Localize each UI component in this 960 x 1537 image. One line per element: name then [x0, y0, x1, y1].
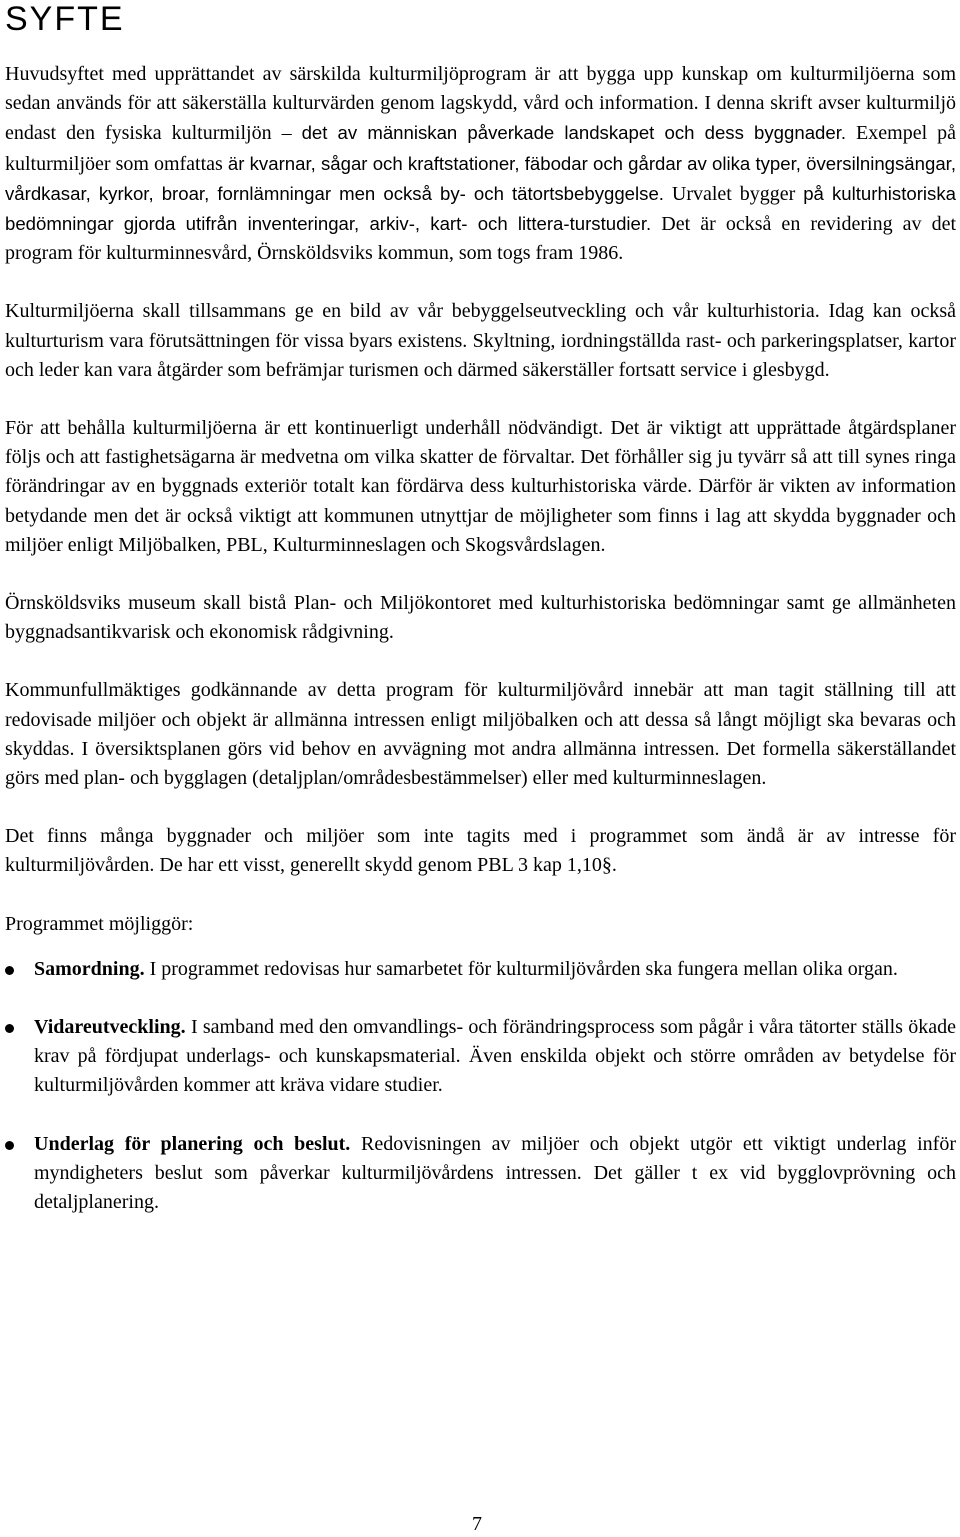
list-item-text: I samband med den omvandlings- och förändringsprocess som pågår i våra tätorter ställs ökade krav på fördjupat underlags- och kunskapsmaterial. Även enskilda objekt och större områden av betydelse för kulturmiljövården kommer att kräva vidare studier.: [34, 1016, 956, 1097]
bullet-icon: [5, 1141, 14, 1150]
list-item: [5, 1130, 956, 1218]
em-dash: –: [271, 122, 302, 145]
paragraph-council-approval: Kommunfullmäktiges godkännande av detta program för kulturmiljövård innebär att man tagit ställning till att redovisade miljöer och objekt är allmänna intressen enligt miljöbalken och att dessa så långt möjligt ska bevaras och skyddas. I översiktsplanen görs vid behov en avvägning mot andra allmänna intressen. Det formella säkerställandet görs med plan- och bygglagen (detaljplan/områdesbestämmelser) eller med kulturminneslagen.: [5, 679, 956, 790]
body-text: [5, 60, 956, 1246]
list-item-heading: Underlag för planering och beslut.: [34, 1132, 351, 1155]
list-item-text: I programmet redovisas hur samarbetet för kulturmiljövården ska fungera mellan olika organ.: [144, 957, 898, 980]
para-serif-part: Exempel på kulturmiljöer som omfattas: [5, 122, 956, 175]
para-sans-part: det av människan påverkade landskapet och dess byggnader.: [301, 122, 847, 144]
paragraph-other-buildings: Det finns många byggnader och miljöer som inte tagits med i programmet som ändå är av intresse för kulturmiljövården. De har ett visst, generellt skydd genom PBL 3 kap 1,10§.: [5, 825, 956, 877]
list-item-heading: Samordning.: [34, 957, 145, 980]
para-serif-part: Det är också en revidering av det program för kulturminnesvård, Örnsköldsviks kommun, som togs fram 1986.: [5, 213, 956, 265]
list-item-heading: Vidareutveckling.: [34, 1016, 186, 1039]
list-item-text: Redovisningen av miljöer och objekt utgör ett viktigt underlag inför myndigheters beslut som påverkar kulturmiljövårdens intressen. Det gäller t ex vid bygglovprövning och detaljplanering.: [34, 1132, 957, 1214]
paragraph-purpose: [5, 60, 956, 268]
enabled-list: [5, 955, 956, 1217]
paragraph-cultural-environments: Kulturmiljöerna skall tillsammans ge en bild av vår bebyggelseutveckling och vår kulturhistoria. Idag kan också kulturturism vara förutsättningen för vissa byars existens. Skyltning, iordningställda rast- och parkeringsplatser, kartor och leder kan vara åtgärder som befrämjar turismen och därmed säkerställer fortsatt service i glesbygd.: [5, 300, 956, 381]
para-serif-part: Huvudsyftet med upprättandet av särskilda kulturmiljöprogram är att bygga upp kunskap om kulturmiljöerna som sedan används för att säkerställa kulturvärden genom lagskydd, vård och information. I denna skrift avser kulturmiljö endast den fysiska kulturmiljön: [5, 63, 956, 145]
page-number: 7: [472, 1513, 482, 1535]
para-sans-part: på kulturhistoriska bedömningar gjorda utifrån inventeringar, arkiv-, kart- och littera-turstudier.: [5, 182, 956, 235]
page-heading: SYFTE: [5, 0, 125, 38]
list-item: [5, 955, 956, 984]
para-sans-part: är kvarnar, sågar och kraftstationer, fäbodar och gårdar av olika typer, översilningsängar, vårdkasar, kyrkor, broar, fornlämningar men också by- och tätortsbebyggelse.: [5, 152, 957, 204]
paragraph-maintenance: För att behålla kulturmiljöerna är ett kontinuerligt underhåll nödvändigt. Det är viktigt att upprättade åtgärdsplaner följs och att fastighetsägarna är medvetna om vilka skatter de förvaltar. Det förhåller sig ju tyvärr så att till synes ringa förändringar av en byggnads exteriör totalt kan fördärva dess kulturhistoriska värde. Därför är vikten av information betydande men det är också viktigt att kommunen utnyttjar de möjligheter som finns i lag att skydda byggnader och miljöer enligt Miljöbalken, PBL, Kulturminneslagen och Skogsvårdslagen.: [5, 417, 956, 556]
bullet-icon: [5, 966, 14, 975]
paragraph-museum: Örnsköldsviks museum skall bistå Plan- och Miljökontoret med kulturhistoriska bedömningar samt ge allmänheten byggnadsantikvarisk och ekonomisk rådgivning.: [5, 592, 956, 644]
paragraph-list-intro: Programmet möjliggör:: [5, 912, 194, 935]
para-serif-part: Urvalet bygger: [663, 182, 804, 205]
bullet-icon: [5, 1024, 14, 1033]
list-item: [5, 1013, 956, 1101]
